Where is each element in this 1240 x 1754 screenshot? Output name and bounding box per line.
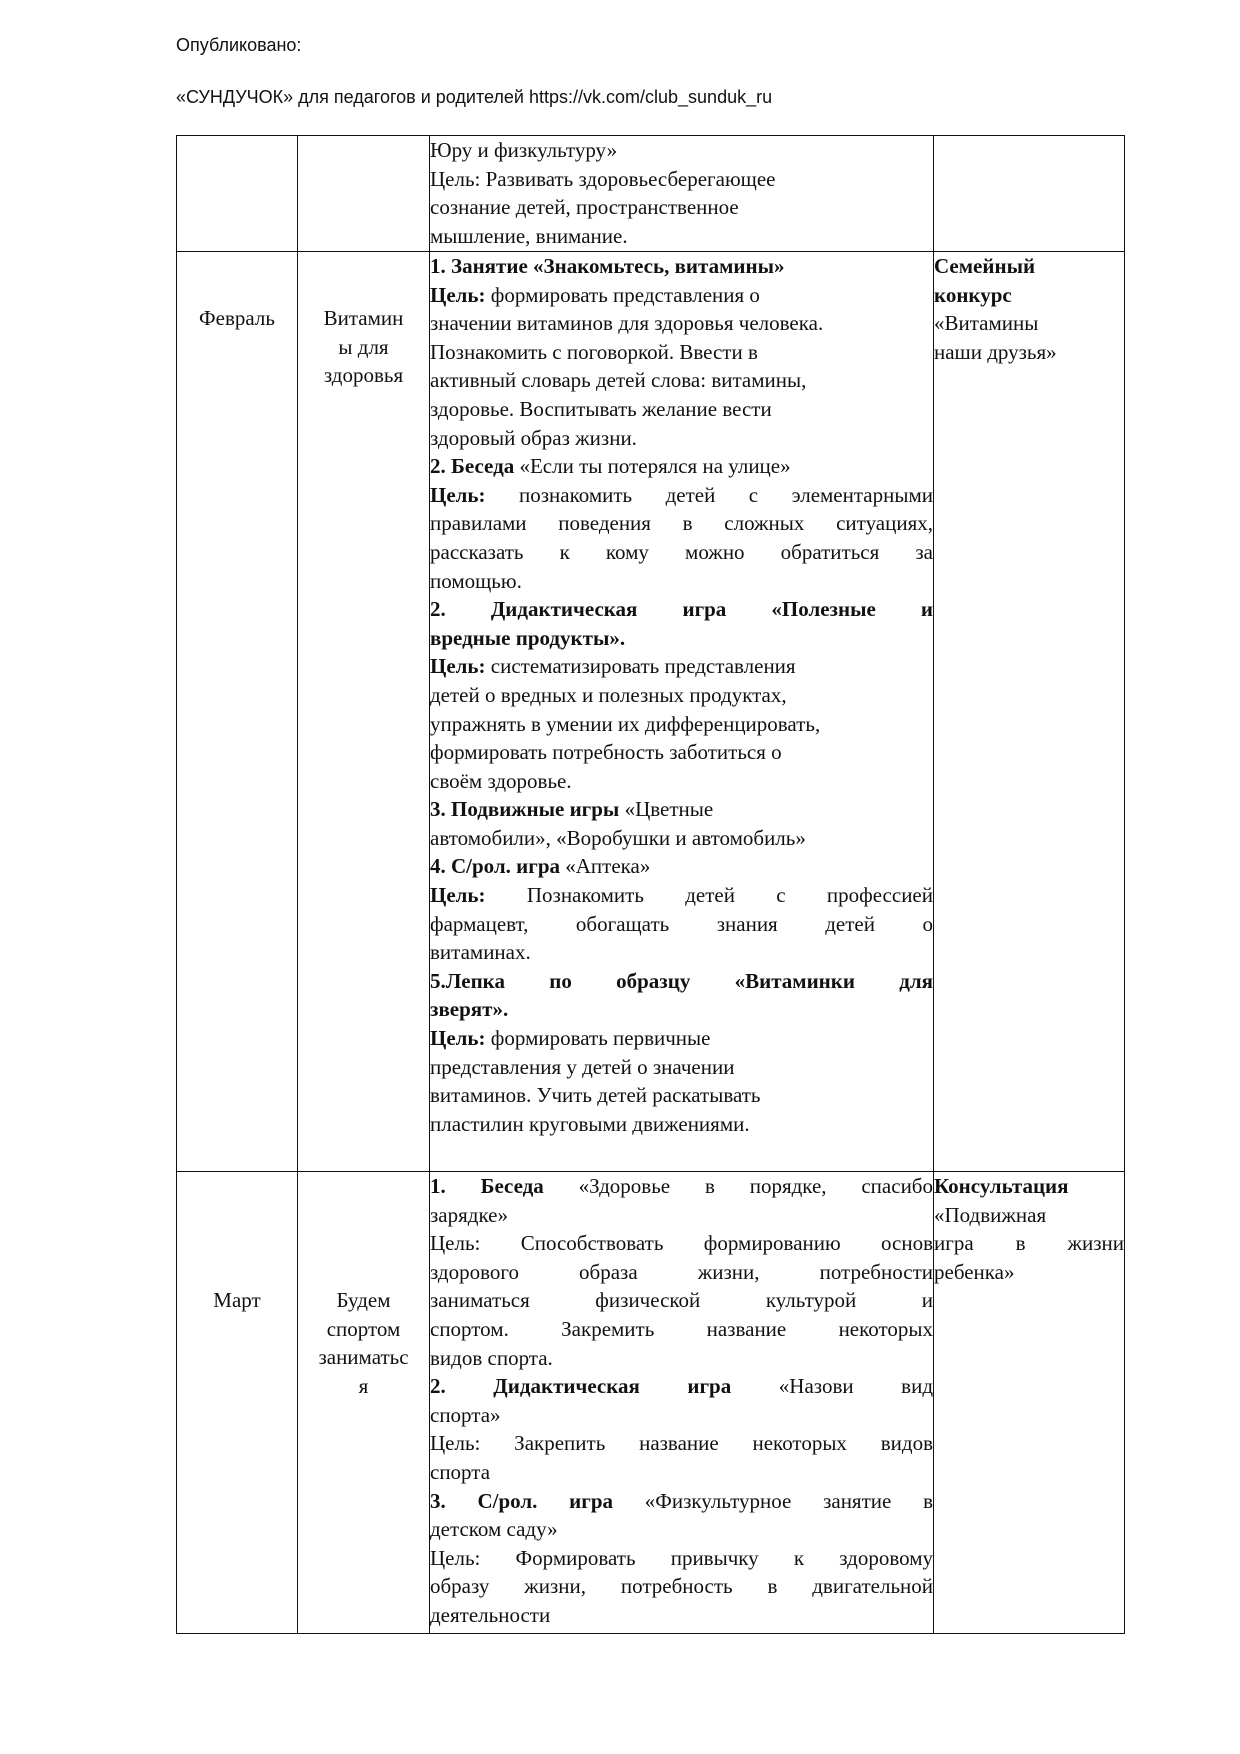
topic-line: спортом	[326, 1316, 401, 1341]
item-title: 2. Дидактическая игра «Назови вид	[430, 1374, 934, 1399]
item-goal-line: Цель: формировать первичные	[430, 1026, 711, 1051]
item-goal-line: спорта	[430, 1459, 491, 1484]
item-goal-line: витаминов. Учить детей раскатывать	[430, 1083, 761, 1108]
work-text-line: «Витамины	[934, 311, 1039, 336]
item-goal-line: детей о вредных и полезных продуктах,	[430, 682, 787, 707]
table-row	[177, 1172, 1125, 1634]
topic-cell	[298, 252, 430, 1172]
item-title: зверят».	[430, 997, 509, 1022]
topic-line: Витамин	[323, 306, 404, 330]
work-cell	[934, 1172, 1125, 1634]
content-cell	[430, 1172, 934, 1634]
item-text-line: спорта»	[430, 1402, 501, 1427]
item-goal-line: формировать потребность заботиться о	[430, 740, 782, 765]
item-goal-line: Цель: Познакомить детей с профессией	[430, 883, 933, 908]
item-goal-line: своём здоровье.	[430, 768, 572, 793]
item-goal-line: Цель: Способствовать формированию основ	[430, 1231, 933, 1256]
item-goal-line: активный словарь детей слова: витамины,	[430, 368, 807, 393]
item-goal-line: Цель: познакомить детей с элементарными	[430, 482, 933, 507]
item-title: 2. Беседа «Если ты потерялся на улице»	[430, 454, 791, 479]
content-line: мышление, внимание.	[430, 223, 628, 248]
item-goal-line: Цель: Формировать привычку к здоровому	[430, 1545, 933, 1570]
content-cell	[430, 252, 934, 1172]
table-row	[177, 136, 1125, 252]
work-text-line: ребенка»	[934, 1259, 1015, 1284]
item-text-line: автомобили», «Воробушки и автомобиль»	[430, 825, 806, 850]
item-goal-line: правилами поведения в сложных ситуациях,	[430, 511, 933, 536]
item-goal-line: здоровье. Воспитывать желание вести	[430, 396, 772, 421]
item-goal-line: здоровый образ жизни.	[430, 425, 637, 450]
source-line: «СУНДУЧОК» для педагогов и родителей https://vk.com/club_sunduk_ru	[176, 87, 773, 107]
content-line: сознание детей, пространственное	[430, 195, 739, 220]
published-label: Опубликовано:	[176, 35, 302, 55]
item-title: 3. С/рол. игра «Физкультурное занятие в	[430, 1488, 933, 1513]
item-goal-line: рассказать к кому можно обратиться за	[430, 539, 933, 564]
topic-line: ы для	[338, 334, 389, 359]
item-goal-line: здорового образа жизни, потребности	[430, 1259, 933, 1284]
item-goal-line: помощью.	[430, 568, 522, 593]
item-title: 4. С/рол. игра «Аптека»	[430, 854, 651, 879]
content-line: Цель: Развивать здоровьесберегающее	[430, 166, 776, 191]
work-text-line: «Подвижная	[934, 1202, 1047, 1227]
topic-line: заниматьс	[318, 1345, 409, 1370]
item-goal-line: представления у детей о значении	[430, 1054, 735, 1079]
topic-cell	[298, 1172, 430, 1634]
topic-line: я	[358, 1373, 369, 1398]
item-goal-line: пластилин круговыми движениями.	[430, 1111, 750, 1136]
item-title: 1. Занятие «Знакомьтесь, витамины»	[430, 254, 785, 278]
item-title: вредные продукты».	[430, 625, 626, 650]
item-goal-line: упражнять в умении их дифференцировать,	[430, 711, 821, 736]
month-label: Февраль	[199, 306, 275, 330]
item-goal-line: Цель: Закрепить название некоторых видов	[430, 1431, 933, 1456]
plan-table	[176, 135, 1125, 1634]
item-title: 2. Дидактическая игра «Полезные и	[430, 597, 933, 622]
item-title: 3. Подвижные игры «Цветные	[430, 797, 714, 822]
topic-line: Будем	[336, 1288, 391, 1312]
item-goal-line: Цель: систематизировать представления	[430, 654, 796, 679]
item-title: 5.Лепка по образцу «Витаминки для	[430, 968, 933, 993]
month-cell	[177, 136, 298, 252]
table-row	[177, 252, 1125, 1172]
item-goal-line: спортом. Закремить название некоторых	[430, 1316, 933, 1341]
topic-line: здоровья	[323, 363, 404, 388]
content-cell	[430, 136, 934, 252]
month-cell	[177, 252, 298, 1172]
item-goal-line: фармацевт, обогащать знания детей о	[430, 911, 933, 936]
item-goal-line: видов спорта.	[430, 1345, 553, 1370]
work-cell	[934, 136, 1125, 252]
work-cell	[934, 252, 1125, 1172]
work-text-line: наши друзья»	[934, 339, 1057, 364]
item-text-line: детском саду»	[430, 1517, 558, 1542]
month-cell	[177, 1172, 298, 1634]
item-text-line: зарядке»	[430, 1202, 508, 1227]
content-line: Юру и физкультуру»	[430, 138, 618, 162]
month-label: Март	[213, 1288, 261, 1312]
work-title-line: Семейный	[934, 254, 1036, 278]
topic-cell	[298, 136, 430, 252]
item-goal-line: Познакомить с поговоркой. Ввести в	[430, 339, 758, 364]
item-goal-line: деятельности	[430, 1602, 551, 1627]
item-goal-line: витаминах.	[430, 940, 531, 965]
work-text-line: игра в жизни	[934, 1231, 1124, 1256]
item-title: 1. Беседа «Здоровье в порядке, спасибо	[430, 1174, 933, 1198]
item-goal-line: Цель: формировать представления о	[430, 282, 760, 307]
item-goal-line: заниматься физической культурой и	[430, 1288, 933, 1313]
work-title-line: конкурс	[934, 282, 1012, 307]
item-goal-line: значении витаминов для здоровья человека.	[430, 311, 824, 336]
work-title-line: Консультация	[934, 1174, 1069, 1198]
item-goal-line: образу жизни, потребность в двигательной	[430, 1574, 933, 1599]
